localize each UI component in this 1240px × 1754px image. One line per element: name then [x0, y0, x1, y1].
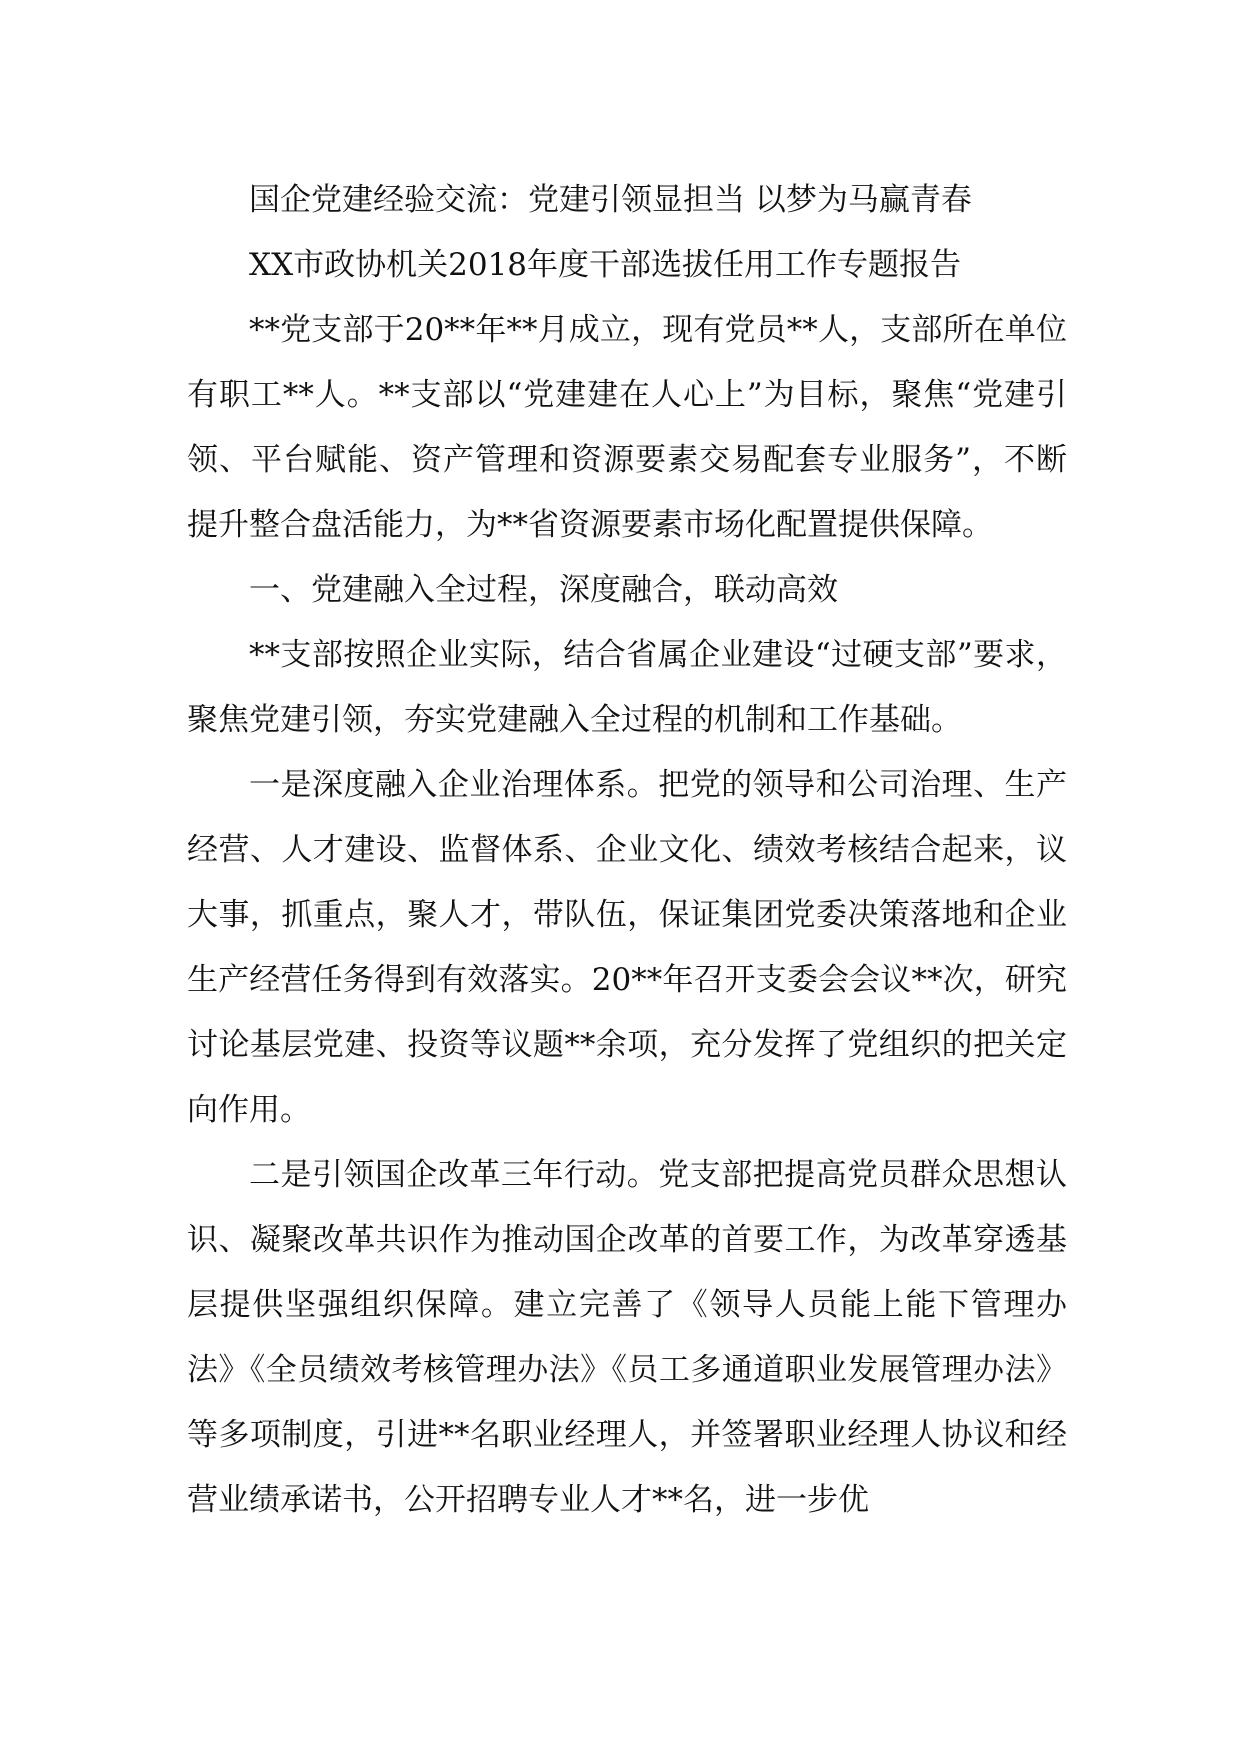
document-title: 国企党建经验交流：党建引领显担当 以梦为马赢青春: [249, 182, 972, 218]
paragraph-point-1: 一是深度融入企业治理体系。把党的领导和公司治理、生产经营、人才建设、监督体系、企业文化、绩效考核结合起来，议大事，抓重点，聚人才，带队伍，保证集团党委决策落地和企业生产经营任务得到有效落实。20**年召开支委会会议**次，研究讨论基层党建、投资等议题**余项，充分发挥了党组织的把关定向作用。: [187, 767, 1067, 1128]
document-page: [187, 168, 1067, 1533]
paragraph-section-1: **支部按照企业实际，结合省属企业建设“过硬支部”要求，聚焦党建引领，夯实党建融入全过程的机制和工作基础。: [187, 637, 1067, 738]
paragraph-intro: **党支部于20**年**月成立，现有党员**人，支部所在单位有职工**人。**支部以“党建建在人心上”为目标，聚焦“党建引领、平台赋能、资产管理和资源要素交易配套专业服务”，不断提升整合盘活能力，为**省资源要素市场化配置提供保障。: [187, 312, 1067, 543]
document-subtitle: XX市政协机关2018年度干部选拔任用工作专题报告: [249, 247, 962, 283]
paragraph-point-2: 二是引领国企改革三年行动。党支部把提高党员群众思想认识、凝聚改革共识作为推动国企改革的首要工作，为改革穿透基层提供坚强组织保障。建立完善了《领导人员能上能下管理办法》《全员绩效考核管理办法》《员工多通道职业发展管理办法》等多项制度，引进**名职业经理人，并签署职业经理人协议和经营业绩承诺书，公开招聘专业人才**名，进一步优: [187, 1157, 1067, 1518]
section-heading-1: 一、党建融入全过程，深度融合，联动高效: [249, 572, 838, 608]
